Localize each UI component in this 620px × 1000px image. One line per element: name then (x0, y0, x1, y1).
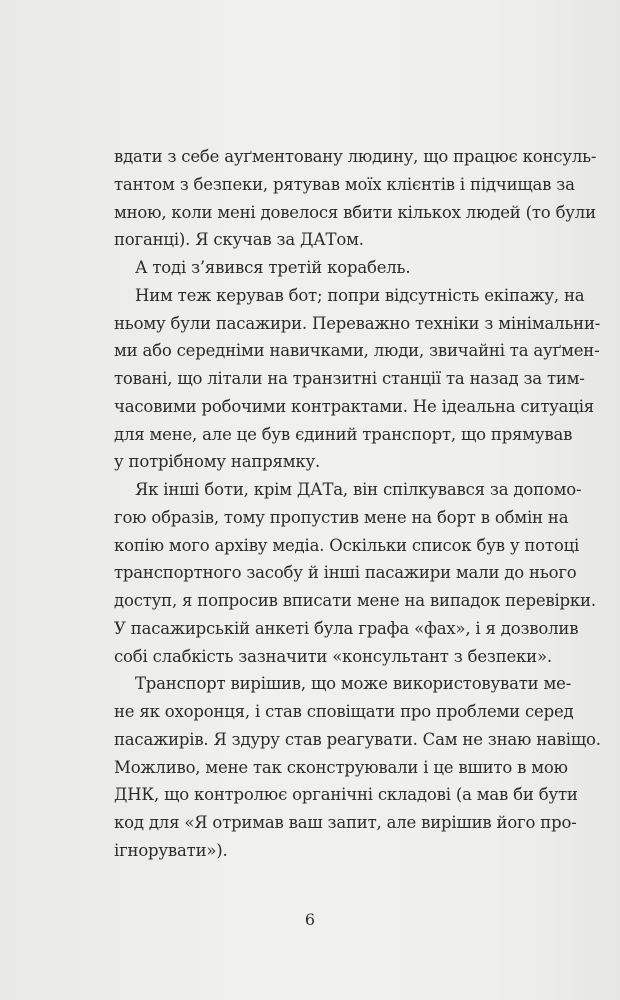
text-line: ДНК, що контролює органічні складові (а мав би бути (114, 785, 578, 805)
text-line: А тоді з’явився третій корабель. (135, 258, 411, 277)
text-line: Транспорт вирішив, що може використовувати ме- (135, 674, 572, 694)
text-line: часовими робочими контрактами. Не ідеальна ситуація (114, 396, 594, 416)
text-line: доступ, я попросив вписати мене на випадок перевірки. (114, 591, 596, 610)
text-line: ми або середніми навичками, люди, звичайні та ауґмен- (114, 341, 600, 361)
text-line: У пасажирській анкеті була графа «фах», і я дозволив (114, 618, 579, 638)
text-line: код для «Я отримав ваш запит, але вирішив його про- (114, 813, 577, 832)
text-line: копію мого архіву медіа. Оскільки список був у потоці (114, 535, 580, 555)
text-line: мною, коли мені довелося вбити кількох людей (то були (114, 202, 596, 222)
text-line: Ним теж керував бот; попри відсутність екіпажу, на (135, 285, 585, 305)
text-line: собі слабкість зазначити «консультант з безпеки». (114, 646, 552, 666)
body-text (114, 143, 601, 865)
text-line: ігнорувати»). (114, 840, 228, 860)
text-line: гою образів, тому пропустив мене на борт в обмін на (114, 507, 569, 527)
text-line: ньому були пасажири. Переважно техніки з мінімальни- (114, 313, 601, 333)
text-line: тантом з безпеки, рятував моїх клієнтів і підчищав за (114, 174, 575, 194)
text-line: транспортного засобу й інші пасажири мали до нього (114, 563, 577, 583)
text-line: не як охоронця, і став сповіщати про проблеми серед (114, 702, 574, 721)
text-line: товані, що літали на транзитні станції та назад за тим- (114, 369, 585, 388)
text-line: Як інші боти, крім ДАТа, він спілкувався за допомо- (135, 480, 582, 499)
text-line: поганці). Я скучав за ДАТом. (114, 230, 364, 250)
text-line: у потрібному напрямку. (114, 452, 321, 472)
text-line: пасажирів. Я здуру став реагувати. Сам не знаю навіщо. (114, 729, 601, 749)
page-number: 6 (304, 910, 316, 929)
text-line: вдати з себе ауґментовану людину, що працює консуль- (114, 147, 597, 166)
text-line: Можливо, мене так сконструювали і це вшито в мою (114, 757, 568, 777)
text-line: для мене, але це був єдиний транспорт, що прямував (114, 424, 573, 444)
